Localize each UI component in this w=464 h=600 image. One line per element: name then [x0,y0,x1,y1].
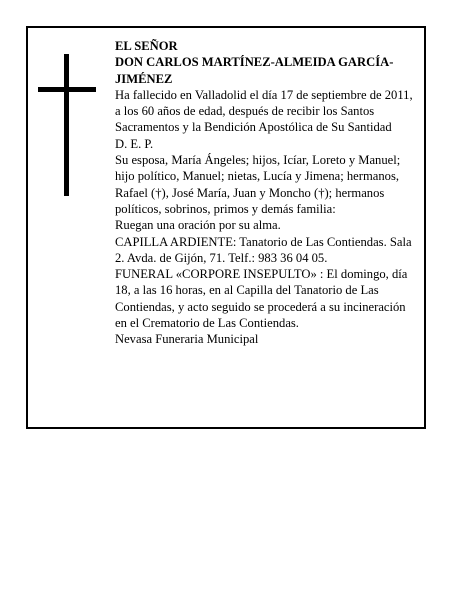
cross-horizontal-bar [38,87,96,92]
cross-vertical-bar [64,54,69,196]
obituary-text [115,38,415,348]
funeral-home: Nevasa Funeraria Municipal [115,332,259,347]
family-list: Su esposa, María Ángeles; hijos, Icíar, Loreto y Manuel; hijo político, Manuel; nietas, Lucía y Jimena; hermanos, Rafael (†), José María, Juan y Moncho (†); hermanos políticos, sobrinos, primos y demás familia: [115,153,401,216]
prayer-request: Ruegan una oración por su alma. [115,218,281,233]
death-announcement: Ha fallecido en Valladolid el día 17 de septiembre de 2011, a los 60 años de edad, después de recibir los Santos Sacramentos y la Bendición Apostólica de Su Santidad [115,87,413,135]
notice-title: EL SEÑOR [115,39,178,53]
chapel-info: CAPILLA ARDIENTE: Tanatorio de Las Contiendas. Sala 2. Avda. de Gijón, 71. Telf.: 983 36 04 05. [115,234,412,265]
deceased-name: DON CARLOS MARTÍNEZ-ALMEIDA GARCÍA-JIMÉNEZ [115,55,394,86]
rip-line: D. E. P. [115,136,154,151]
funeral-info: FUNERAL «CORPORE INSEPULTO» : El domingo, día 18, a las 16 horas, en al Capilla del Tanatorio de Las Contiendas, y acto seguido se procederá a su incineración en el Crematorio de Las Contiendas. [115,267,408,331]
